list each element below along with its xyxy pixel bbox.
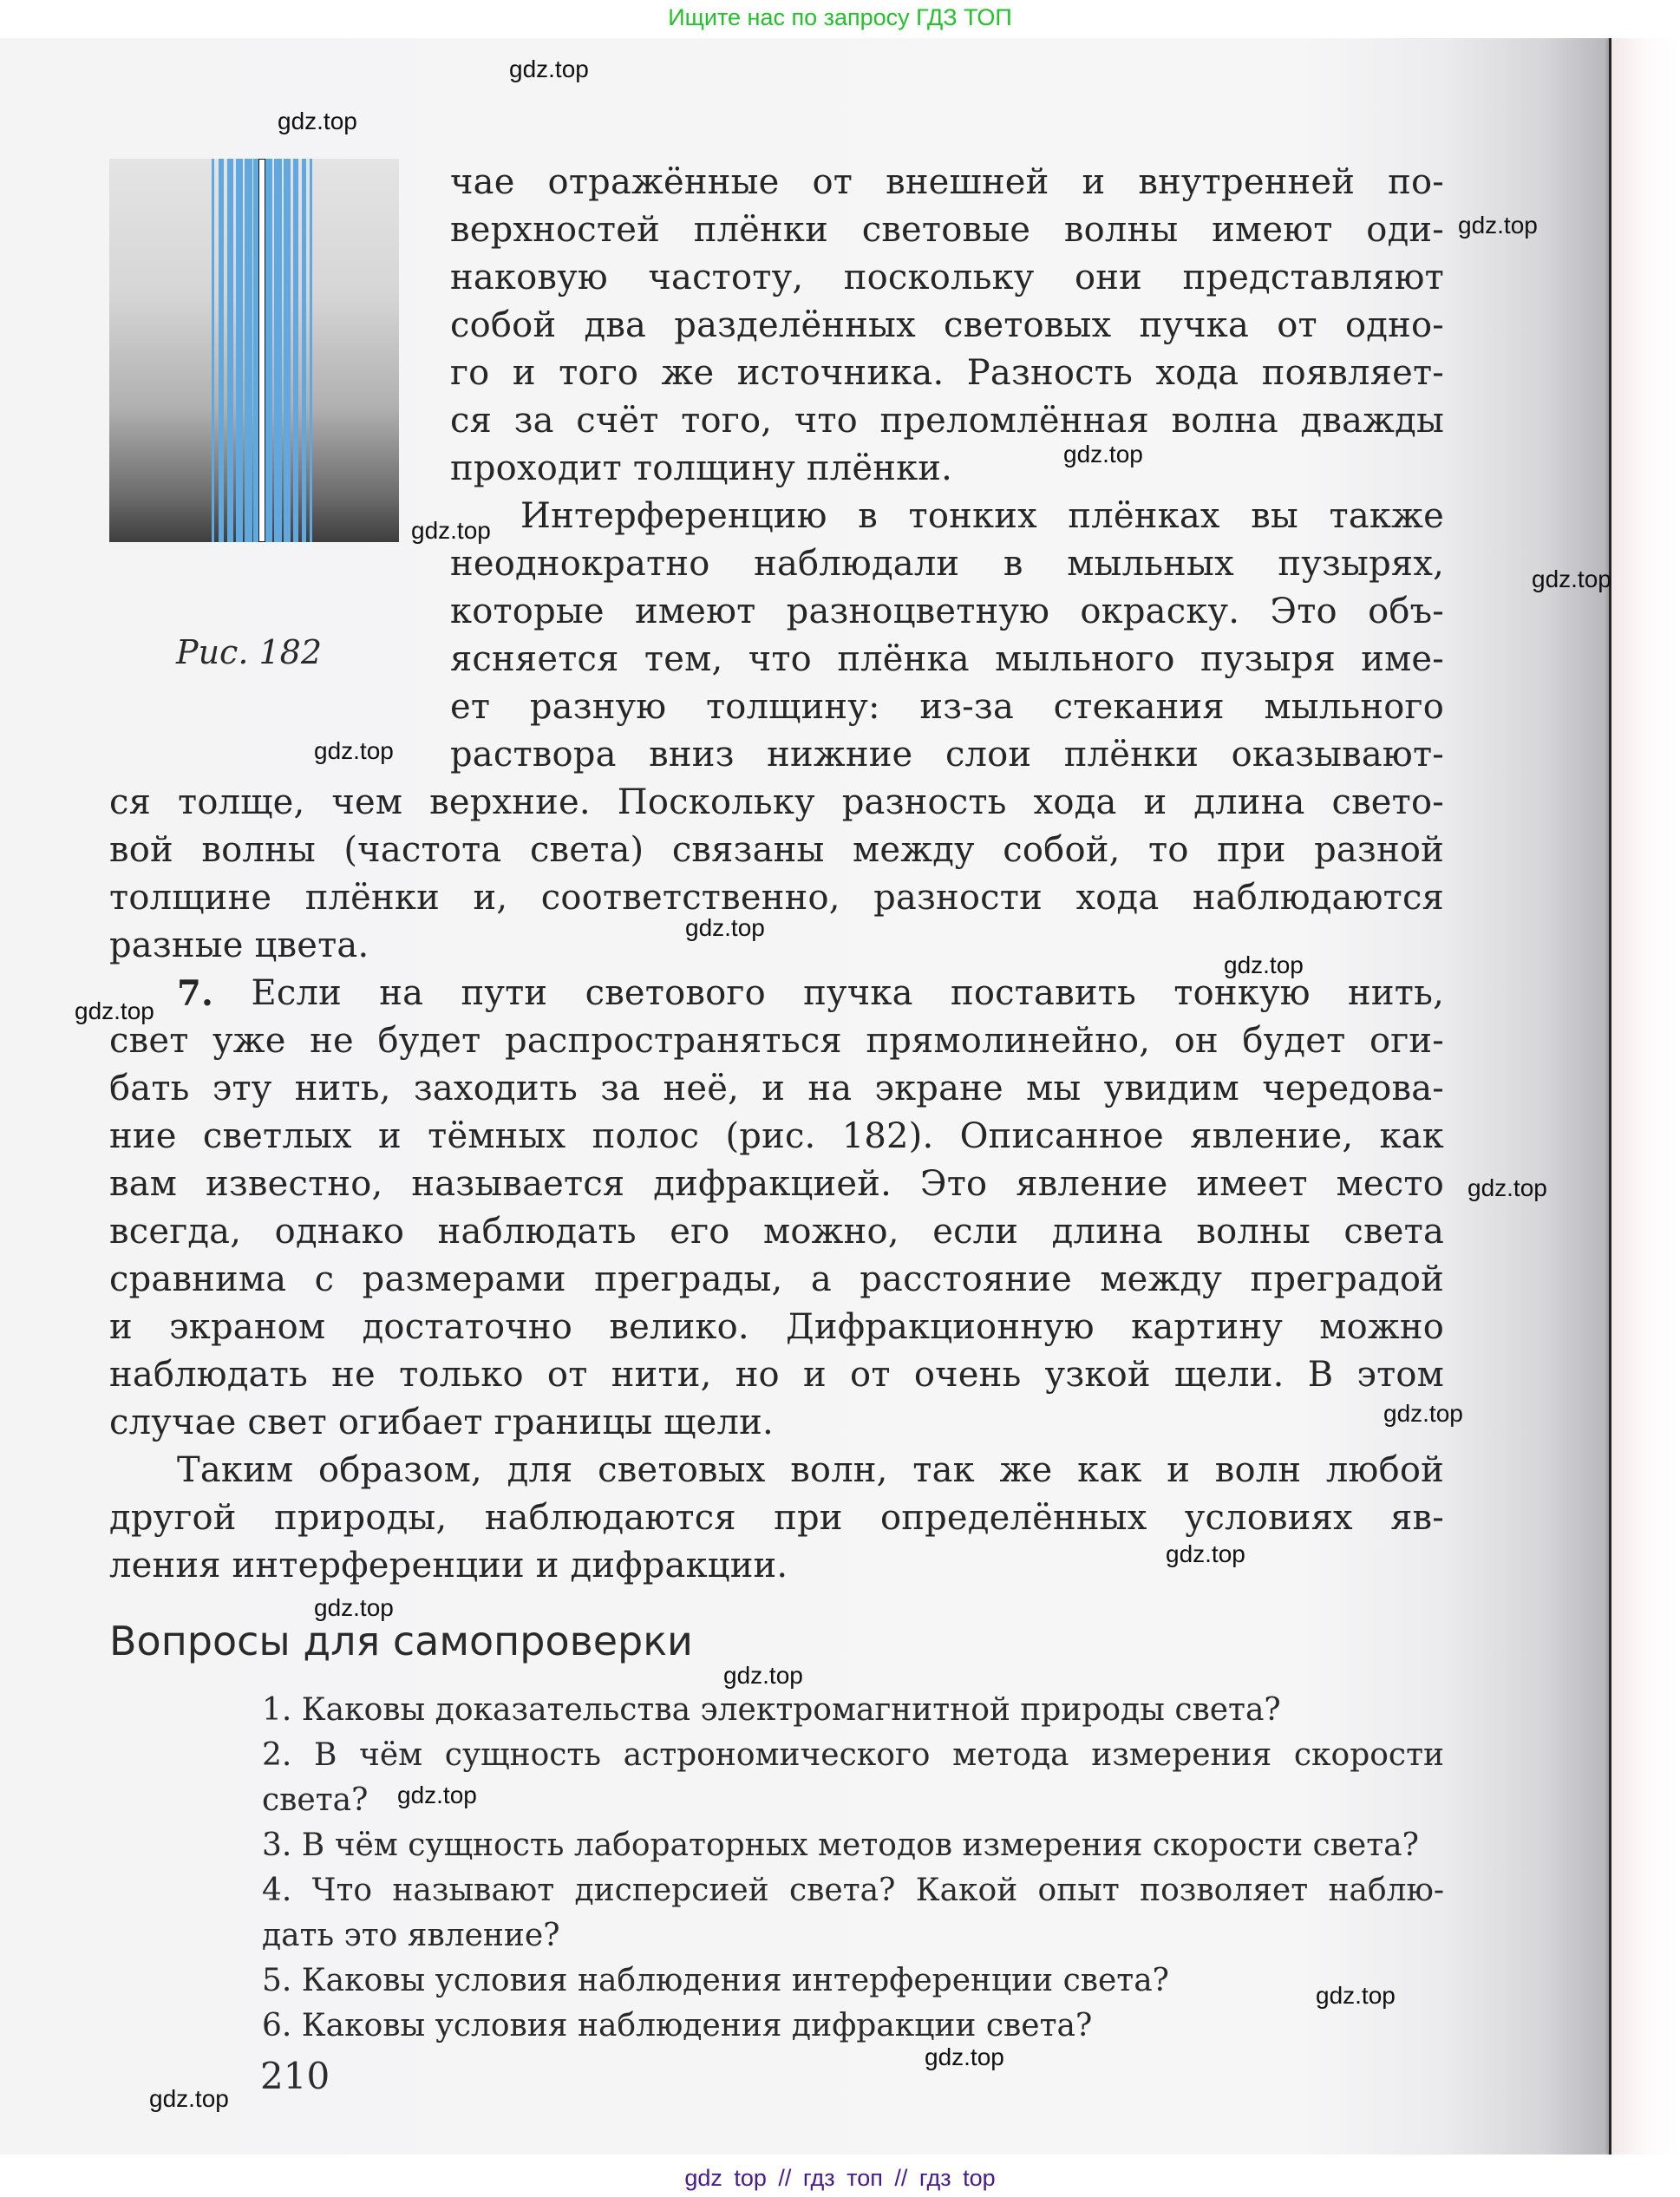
watermark: gdz.top: [1458, 212, 1538, 239]
question-item: 2. В чём сущность астрономического метода измерения скорости: [262, 1737, 1444, 1773]
text-line: Интерференцию в тонких плёнках вы также: [520, 496, 1444, 536]
question-item: 4. Что называют дисперсией света? Какой опыт позволяет наблю-: [262, 1873, 1444, 1908]
diffraction-stripe: [284, 159, 291, 542]
text-line: сравнима с размерами преграды, а расстояние между преградой: [109, 1259, 1444, 1299]
text-line: случае свет огибает границы щели.: [109, 1403, 774, 1442]
watermark: gdz.top: [509, 56, 589, 82]
text-line: и экраном достаточно велико. Дифракционную картину можно: [109, 1307, 1444, 1347]
diffraction-stripe: [219, 159, 224, 542]
watermark: gdz.top: [723, 1662, 803, 1689]
text-line: ясняется тем, что плёнка мыльного пузыря име-: [450, 639, 1444, 679]
text-line: неоднократно наблюдали в мыльных пузырях,: [450, 544, 1444, 584]
text-line: наковую частоту, поскольку они представляют: [450, 258, 1444, 298]
diffraction-stripe: [265, 159, 272, 542]
watermark: gdz.top: [685, 914, 765, 941]
central-slit: [258, 159, 265, 542]
text-line: бать эту нить, заходить за неё, и на экране мы увидим чередова-: [109, 1069, 1444, 1108]
site-links-footer[interactable]: gdz top // гдз топ // гдз top: [684, 2165, 996, 2191]
text-line: вам известно, называется дифракцией. Это явление имеет место: [109, 1164, 1444, 1204]
text-line: ние светлых и тёмных полос (рис. 182). Описанное явление, как: [109, 1116, 1444, 1156]
diffraction-stripe: [227, 159, 233, 542]
text-line: собой два разделённых световых пучка от одно-: [450, 305, 1444, 345]
text-line: чае отражённые от внешней и внутренней по-: [450, 162, 1444, 202]
watermark: gdz.top: [925, 2043, 1004, 2070]
watermark: gdz.top: [75, 997, 154, 1024]
text-line: наблюдать не только от нити, но и от очень узкой щели. В этом: [109, 1355, 1444, 1395]
text-line: ет разную толщину: из-за стекания мыльного: [450, 687, 1444, 727]
text-line: го и того же источника. Разность хода появляет-: [450, 353, 1444, 393]
text-line: другой природы, наблюдаются при определённых условиях яв-: [109, 1498, 1444, 1538]
question-item: света?: [262, 1782, 369, 1818]
watermark: gdz.top: [149, 2085, 229, 2112]
figure-caption: Рис. 182: [176, 633, 323, 671]
text-line: Если на пути светового пучка поставить тонкую нить,: [213, 973, 1444, 1013]
text-line: всегда, однако наблюдать его можно, если длина волны света: [109, 1212, 1444, 1252]
watermark: gdz.top: [314, 1594, 394, 1621]
page-number: 210: [260, 2055, 330, 2097]
watermark: gdz.top: [1532, 566, 1611, 592]
text-line: проходит толщину плёнки.: [450, 448, 953, 488]
question-item: 1. Каковы доказательства электромагнитной природы света?: [262, 1692, 1281, 1728]
search-banner: Ищите нас по запросу ГДЗ ТОП: [668, 4, 1012, 30]
watermark: gdz.top: [1316, 1982, 1396, 2009]
diffraction-stripe: [293, 159, 298, 542]
text-line: ся за счёт того, что преломлённая волна дважды: [450, 401, 1444, 441]
diffraction-stripe: [302, 159, 306, 542]
text-line: раствора вниз нижние слои плёнки оказывают-: [450, 735, 1444, 775]
diffraction-stripe: [245, 159, 252, 542]
text-line: которые имеют разноцветную окраску. Это объ-: [450, 592, 1444, 631]
adjacent-page-margin: [1611, 38, 1680, 2154]
text-line: ся толще, чем верхние. Поскольку разность хода и длина свето-: [109, 782, 1444, 822]
watermark: gdz.top: [1224, 951, 1304, 978]
diffraction-stripe: [212, 159, 214, 542]
watermark: gdz.top: [278, 108, 357, 134]
watermark: gdz.top: [1468, 1174, 1547, 1201]
question-item: 3. В чём сущность лабораторных методов измерения скорости света?: [262, 1828, 1419, 1863]
diffraction-stripe: [310, 159, 312, 542]
watermark: gdz.top: [1063, 441, 1143, 468]
diffraction-figure: [109, 159, 399, 542]
section-heading: Вопросы для самопроверки: [109, 1618, 693, 1664]
question-item: дать это явление?: [262, 1918, 560, 1953]
diffraction-stripe: [274, 159, 282, 542]
watermark: gdz.top: [397, 1782, 477, 1808]
diffraction-stripe: [236, 159, 243, 542]
item-number: 7.: [177, 973, 214, 1014]
text-line: вой волны (частота света) связаны между собой, то при разной: [109, 830, 1444, 870]
watermark: gdz.top: [1383, 1400, 1463, 1427]
text-line: разные цвета.: [109, 925, 369, 965]
watermark: gdz.top: [314, 737, 394, 764]
watermark: gdz.top: [411, 517, 491, 544]
watermark: gdz.top: [1166, 1540, 1245, 1567]
text-line: свет уже не будет распространяться прямолинейно, он будет оги-: [109, 1021, 1444, 1061]
question-item: 6. Каковы условия наблюдения дифракции света?: [262, 2008, 1093, 2043]
text-line: Таким образом, для световых волн, так же как и волн любой: [177, 1450, 1444, 1490]
text-line: толщине плёнки и, соответственно, разности хода наблюдаются: [109, 878, 1444, 918]
text-line: верхностей плёнки световые волны имеют оди-: [450, 210, 1444, 250]
question-item: 5. Каковы условия наблюдения интерференции света?: [262, 1963, 1169, 1998]
text-line: ления интерференции и дифракции.: [109, 1546, 788, 1586]
